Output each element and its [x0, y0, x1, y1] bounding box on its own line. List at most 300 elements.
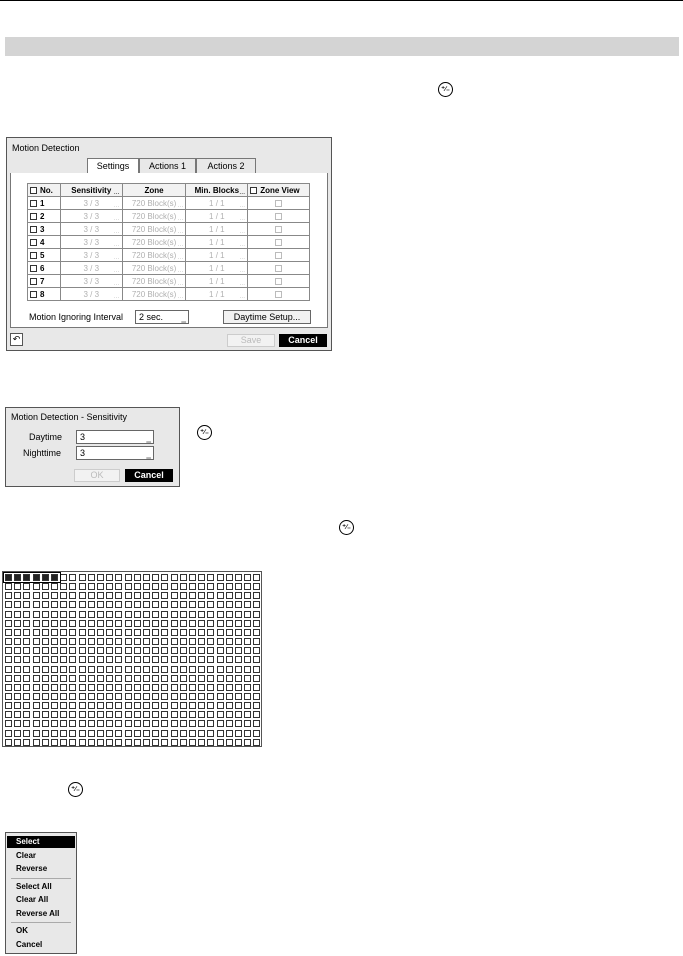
zone-block[interactable] — [60, 666, 67, 673]
zone-block[interactable] — [217, 730, 224, 737]
zone-block[interactable] — [134, 739, 141, 746]
zone-block[interactable] — [235, 730, 242, 737]
zone-block[interactable] — [143, 656, 150, 663]
zone-block[interactable] — [60, 711, 67, 718]
zone-block[interactable] — [79, 592, 86, 599]
zone-block[interactable] — [217, 666, 224, 673]
cancel-button[interactable]: Cancel — [279, 334, 327, 347]
zone-block[interactable] — [42, 611, 49, 618]
zone-block[interactable] — [161, 684, 168, 691]
zone-block[interactable] — [5, 647, 12, 654]
zone-block[interactable] — [60, 629, 67, 636]
zone-block[interactable] — [217, 711, 224, 718]
zone-block[interactable] — [14, 675, 21, 682]
zone-block[interactable] — [115, 583, 122, 590]
zone-block[interactable] — [244, 720, 251, 727]
zone-block[interactable] — [79, 684, 86, 691]
zone-block[interactable] — [244, 629, 251, 636]
zone-block[interactable] — [14, 647, 21, 654]
zone-block[interactable] — [198, 611, 205, 618]
zone-block[interactable] — [60, 720, 67, 727]
zone-block[interactable] — [143, 638, 150, 645]
zone-block[interactable] — [207, 711, 214, 718]
menu-item-ok[interactable]: OK — [16, 926, 28, 935]
zone-block[interactable] — [51, 730, 58, 737]
zone-block[interactable] — [171, 583, 178, 590]
zone-block[interactable] — [5, 601, 12, 608]
sensitivity-cell[interactable] — [60, 249, 122, 262]
zone-block[interactable] — [33, 711, 40, 718]
zone-view-checkbox[interactable] — [275, 265, 282, 272]
zone-block[interactable] — [253, 702, 260, 709]
zone-block[interactable] — [207, 656, 214, 663]
zone-block[interactable] — [226, 684, 233, 691]
zone-block[interactable] — [115, 675, 122, 682]
zone-block[interactable] — [226, 629, 233, 636]
row-number-cell[interactable] — [28, 288, 61, 301]
zone-block[interactable] — [253, 739, 260, 746]
zone-block[interactable] — [189, 666, 196, 673]
zone-block[interactable] — [244, 656, 251, 663]
zone-block[interactable] — [79, 702, 86, 709]
zone-block[interactable] — [23, 702, 30, 709]
zone-block[interactable] — [198, 620, 205, 627]
zone-block[interactable] — [88, 693, 95, 700]
zone-block[interactable] — [134, 656, 141, 663]
zone-block[interactable] — [97, 656, 104, 663]
zone-block[interactable] — [97, 629, 104, 636]
zone-block[interactable] — [143, 730, 150, 737]
zone-block[interactable] — [180, 656, 187, 663]
zone-block[interactable] — [244, 684, 251, 691]
zone-block[interactable] — [180, 647, 187, 654]
zone-view-cell[interactable] — [248, 288, 310, 301]
zone-block[interactable] — [14, 611, 21, 618]
zone-block[interactable] — [161, 702, 168, 709]
zone-block[interactable] — [253, 583, 260, 590]
zone-block[interactable] — [171, 730, 178, 737]
zone-block[interactable] — [69, 647, 76, 654]
camera-checkbox[interactable] — [30, 252, 37, 259]
zone-block[interactable] — [33, 684, 40, 691]
zone-block[interactable] — [180, 675, 187, 682]
zone-block[interactable] — [69, 730, 76, 737]
sensitivity-cell[interactable] — [60, 223, 122, 236]
zone-block[interactable] — [143, 739, 150, 746]
zone-block[interactable] — [134, 601, 141, 608]
zone-block[interactable] — [235, 739, 242, 746]
zone-block[interactable] — [88, 574, 95, 581]
sensitivity-cell[interactable] — [60, 210, 122, 223]
zone-block[interactable] — [51, 611, 58, 618]
zone-block[interactable] — [226, 611, 233, 618]
row-number-cell[interactable] — [28, 197, 61, 210]
zone-block[interactable] — [253, 684, 260, 691]
zone-block[interactable] — [51, 592, 58, 599]
zone-block[interactable] — [106, 647, 113, 654]
zone-block[interactable] — [134, 693, 141, 700]
zone-block[interactable] — [115, 693, 122, 700]
zone-block[interactable] — [207, 693, 214, 700]
zone-block[interactable] — [207, 583, 214, 590]
zone-block[interactable] — [106, 638, 113, 645]
zone-block[interactable] — [152, 666, 159, 673]
zone-view-cell[interactable] — [248, 262, 310, 275]
zone-block[interactable] — [244, 611, 251, 618]
zone-block[interactable] — [42, 730, 49, 737]
zone-view-checkbox[interactable] — [275, 252, 282, 259]
zone-block[interactable] — [235, 574, 242, 581]
zone-block[interactable] — [217, 684, 224, 691]
zone-block[interactable] — [198, 666, 205, 673]
zone-block[interactable] — [69, 711, 76, 718]
zone-block[interactable] — [180, 592, 187, 599]
menu-item-cancel[interactable]: Cancel — [16, 939, 43, 949]
zone-block[interactable] — [115, 702, 122, 709]
zone-block[interactable] — [161, 656, 168, 663]
zone-view-cell[interactable] — [248, 275, 310, 288]
min-blocks-cell[interactable] — [186, 288, 248, 301]
zone-block[interactable] — [51, 656, 58, 663]
tab-actions-1[interactable]: Actions 1 — [139, 158, 196, 173]
zone-block[interactable] — [125, 620, 132, 627]
zone-block[interactable] — [23, 583, 30, 590]
zone-block[interactable] — [106, 675, 113, 682]
zone-block[interactable] — [226, 656, 233, 663]
zone-block[interactable] — [235, 693, 242, 700]
zone-block[interactable] — [125, 629, 132, 636]
select-all-checkbox[interactable] — [30, 187, 37, 194]
zone-block[interactable] — [23, 666, 30, 673]
zone-block[interactable] — [161, 730, 168, 737]
zone-block[interactable] — [143, 611, 150, 618]
zone-block[interactable] — [217, 720, 224, 727]
zone-block[interactable] — [23, 620, 30, 627]
zone-block[interactable] — [97, 675, 104, 682]
zone-block[interactable] — [125, 730, 132, 737]
zone-block[interactable] — [189, 702, 196, 709]
zone-block[interactable] — [88, 730, 95, 737]
zone-block[interactable] — [217, 647, 224, 654]
zone-block[interactable] — [60, 739, 67, 746]
zone-block[interactable] — [79, 601, 86, 608]
zone-block[interactable] — [79, 629, 86, 636]
zone-block[interactable] — [134, 666, 141, 673]
zone-block[interactable] — [253, 592, 260, 599]
zone-block[interactable] — [33, 647, 40, 654]
zone-block[interactable] — [226, 730, 233, 737]
zone-block[interactable] — [207, 611, 214, 618]
zone-block[interactable] — [23, 611, 30, 618]
zone-block[interactable] — [23, 675, 30, 682]
zone-block[interactable] — [198, 583, 205, 590]
zone-block[interactable] — [23, 711, 30, 718]
row-number-cell[interactable] — [28, 210, 61, 223]
zone-block[interactable] — [189, 629, 196, 636]
zone-block[interactable] — [226, 620, 233, 627]
zone-cell[interactable] — [122, 210, 186, 223]
zone-block[interactable] — [134, 647, 141, 654]
zone-block[interactable] — [115, 620, 122, 627]
zone-block[interactable] — [88, 720, 95, 727]
zone-block[interactable] — [180, 711, 187, 718]
table-row[interactable] — [28, 210, 310, 223]
zone-block[interactable] — [198, 702, 205, 709]
zone-block[interactable] — [5, 693, 12, 700]
zone-block[interactable] — [79, 574, 86, 581]
zone-block[interactable] — [125, 702, 132, 709]
zone-block[interactable] — [244, 583, 251, 590]
zone-block[interactable] — [5, 675, 12, 682]
zone-block[interactable] — [226, 675, 233, 682]
zone-block[interactable] — [51, 739, 58, 746]
zone-block[interactable] — [60, 675, 67, 682]
zone-block[interactable] — [171, 611, 178, 618]
menu-item-reverse-all[interactable]: Reverse All — [16, 908, 60, 918]
zone-block[interactable] — [253, 629, 260, 636]
zone-block[interactable] — [106, 601, 113, 608]
zone-block[interactable] — [79, 620, 86, 627]
zone-block[interactable] — [42, 720, 49, 727]
zone-block[interactable] — [79, 611, 86, 618]
zone-block[interactable] — [115, 720, 122, 727]
zone-block[interactable] — [5, 711, 12, 718]
zone-block[interactable] — [42, 656, 49, 663]
zone-block[interactable] — [161, 675, 168, 682]
zone-block[interactable] — [189, 601, 196, 608]
zone-block[interactable] — [125, 675, 132, 682]
zone-block[interactable] — [207, 666, 214, 673]
zone-block[interactable] — [5, 684, 12, 691]
zone-block[interactable] — [106, 684, 113, 691]
zone-block[interactable] — [207, 684, 214, 691]
zone-block[interactable] — [180, 693, 187, 700]
zone-block[interactable] — [106, 702, 113, 709]
zone-block[interactable] — [189, 675, 196, 682]
zone-cell[interactable] — [122, 288, 186, 301]
zone-block[interactable] — [134, 711, 141, 718]
menu-item-select-all[interactable]: Select All — [16, 881, 52, 891]
zone-block[interactable] — [69, 702, 76, 709]
zone-block[interactable] — [253, 675, 260, 682]
zone-block[interactable] — [33, 693, 40, 700]
nighttime-dropdown[interactable] — [76, 446, 154, 460]
zone-block[interactable] — [42, 693, 49, 700]
zone-block[interactable] — [14, 730, 21, 737]
zone-block[interactable] — [106, 730, 113, 737]
zone-block[interactable] — [217, 739, 224, 746]
zone-block[interactable] — [198, 647, 205, 654]
zone-block[interactable] — [69, 629, 76, 636]
zone-block[interactable] — [171, 647, 178, 654]
zone-block[interactable] — [207, 730, 214, 737]
zone-block[interactable] — [171, 666, 178, 673]
zone-block[interactable] — [115, 574, 122, 581]
zone-block[interactable] — [106, 611, 113, 618]
camera-checkbox[interactable] — [30, 265, 37, 272]
motion-zone-grid[interactable] — [2, 571, 262, 747]
row-number-cell[interactable] — [28, 249, 61, 262]
sensitivity-cell[interactable] — [60, 236, 122, 249]
zone-block[interactable] — [115, 629, 122, 636]
zone-view-cell[interactable] — [248, 249, 310, 262]
zone-cell[interactable] — [122, 275, 186, 288]
zone-block[interactable] — [244, 711, 251, 718]
zone-block[interactable] — [60, 592, 67, 599]
zone-block[interactable] — [161, 693, 168, 700]
zone-block[interactable] — [51, 601, 58, 608]
zone-block[interactable] — [217, 574, 224, 581]
zone-block[interactable] — [14, 601, 21, 608]
zone-block[interactable] — [226, 574, 233, 581]
zone-block[interactable] — [69, 620, 76, 627]
zone-block[interactable] — [33, 656, 40, 663]
row-number-cell[interactable] — [28, 262, 61, 275]
menu-item-select[interactable]: Select — [7, 836, 75, 848]
zone-block[interactable] — [226, 592, 233, 599]
back-button[interactable] — [10, 333, 23, 346]
zone-block[interactable] — [152, 656, 159, 663]
zone-block[interactable] — [161, 629, 168, 636]
zone-block[interactable] — [152, 611, 159, 618]
min-blocks-cell[interactable] — [186, 197, 248, 210]
zone-block[interactable] — [51, 638, 58, 645]
zone-block[interactable] — [198, 574, 205, 581]
zone-block[interactable] — [79, 693, 86, 700]
zone-cell[interactable] — [122, 197, 186, 210]
zone-block[interactable] — [244, 647, 251, 654]
zone-block[interactable] — [51, 647, 58, 654]
min-blocks-cell[interactable] — [186, 223, 248, 236]
zone-block[interactable] — [161, 574, 168, 581]
zone-block[interactable] — [14, 592, 21, 599]
zone-block[interactable] — [217, 693, 224, 700]
zone-block[interactable] — [152, 693, 159, 700]
zone-block[interactable] — [198, 656, 205, 663]
zone-block[interactable] — [152, 601, 159, 608]
zone-block[interactable] — [189, 656, 196, 663]
zone-block[interactable] — [171, 702, 178, 709]
zone-block[interactable] — [69, 684, 76, 691]
zone-block[interactable] — [106, 629, 113, 636]
zone-block[interactable] — [189, 647, 196, 654]
zone-block[interactable] — [198, 638, 205, 645]
zone-block[interactable] — [125, 666, 132, 673]
zone-block[interactable] — [143, 702, 150, 709]
daytime-dropdown[interactable] — [76, 430, 154, 444]
zone-block[interactable] — [5, 592, 12, 599]
save-button[interactable]: Save — [227, 334, 275, 347]
min-blocks-cell[interactable] — [186, 262, 248, 275]
zone-block[interactable] — [207, 675, 214, 682]
zone-block[interactable] — [217, 675, 224, 682]
zone-block[interactable] — [88, 711, 95, 718]
zone-block[interactable] — [60, 656, 67, 663]
camera-checkbox[interactable] — [30, 213, 37, 220]
zone-block[interactable] — [198, 592, 205, 599]
zone-block[interactable] — [134, 702, 141, 709]
zone-block[interactable] — [152, 720, 159, 727]
zone-block[interactable] — [253, 574, 260, 581]
zone-block[interactable] — [207, 601, 214, 608]
zone-block[interactable] — [226, 693, 233, 700]
sensitivity-cell[interactable] — [60, 288, 122, 301]
zone-block[interactable] — [115, 592, 122, 599]
zone-block[interactable] — [189, 739, 196, 746]
zone-block[interactable] — [198, 675, 205, 682]
camera-checkbox[interactable] — [30, 239, 37, 246]
zone-block[interactable] — [198, 711, 205, 718]
zone-block[interactable] — [161, 592, 168, 599]
sensitivity-cell[interactable] — [60, 197, 122, 210]
zone-block[interactable] — [244, 702, 251, 709]
zone-block[interactable] — [217, 583, 224, 590]
zone-block[interactable] — [235, 656, 242, 663]
zone-block[interactable] — [69, 693, 76, 700]
zone-block[interactable] — [235, 583, 242, 590]
zone-block[interactable] — [180, 583, 187, 590]
zone-block[interactable] — [14, 702, 21, 709]
zone-block[interactable] — [42, 620, 49, 627]
zone-block[interactable] — [152, 592, 159, 599]
zone-block[interactable] — [106, 693, 113, 700]
zone-block[interactable] — [125, 592, 132, 599]
zone-block[interactable] — [161, 647, 168, 654]
zone-block[interactable] — [171, 620, 178, 627]
zone-block[interactable] — [134, 592, 141, 599]
zone-block[interactable] — [23, 730, 30, 737]
zone-block[interactable] — [143, 720, 150, 727]
zone-block[interactable] — [198, 720, 205, 727]
zone-block[interactable] — [106, 711, 113, 718]
zone-block[interactable] — [235, 720, 242, 727]
zone-block[interactable] — [115, 730, 122, 737]
zone-block[interactable] — [14, 620, 21, 627]
zone-block[interactable] — [115, 611, 122, 618]
zone-block[interactable] — [143, 583, 150, 590]
zone-block[interactable] — [171, 656, 178, 663]
zone-block[interactable] — [97, 574, 104, 581]
zone-block[interactable] — [235, 675, 242, 682]
zone-block[interactable] — [97, 601, 104, 608]
zone-block[interactable] — [161, 601, 168, 608]
zone-block[interactable] — [5, 629, 12, 636]
zone-block[interactable] — [244, 601, 251, 608]
zone-block[interactable] — [88, 629, 95, 636]
zone-cell[interactable] — [122, 223, 186, 236]
zone-block[interactable] — [88, 656, 95, 663]
camera-checkbox[interactable] — [30, 291, 37, 298]
zone-block[interactable] — [51, 702, 58, 709]
daytime-setup-button[interactable]: Daytime Setup... — [223, 310, 311, 324]
zone-view-cell[interactable] — [248, 236, 310, 249]
zone-block[interactable] — [23, 629, 30, 636]
zone-block[interactable] — [60, 601, 67, 608]
zone-block[interactable] — [51, 620, 58, 627]
zone-block[interactable] — [14, 638, 21, 645]
zone-view-all-checkbox[interactable] — [250, 187, 257, 194]
zone-block[interactable] — [217, 592, 224, 599]
zone-block[interactable] — [143, 693, 150, 700]
zone-block[interactable] — [198, 730, 205, 737]
zone-block[interactable] — [244, 666, 251, 673]
zone-block[interactable] — [97, 730, 104, 737]
min-blocks-cell[interactable] — [186, 210, 248, 223]
zone-block[interactable] — [125, 601, 132, 608]
zone-block[interactable] — [235, 711, 242, 718]
zone-block[interactable] — [226, 647, 233, 654]
table-row[interactable] — [28, 249, 310, 262]
